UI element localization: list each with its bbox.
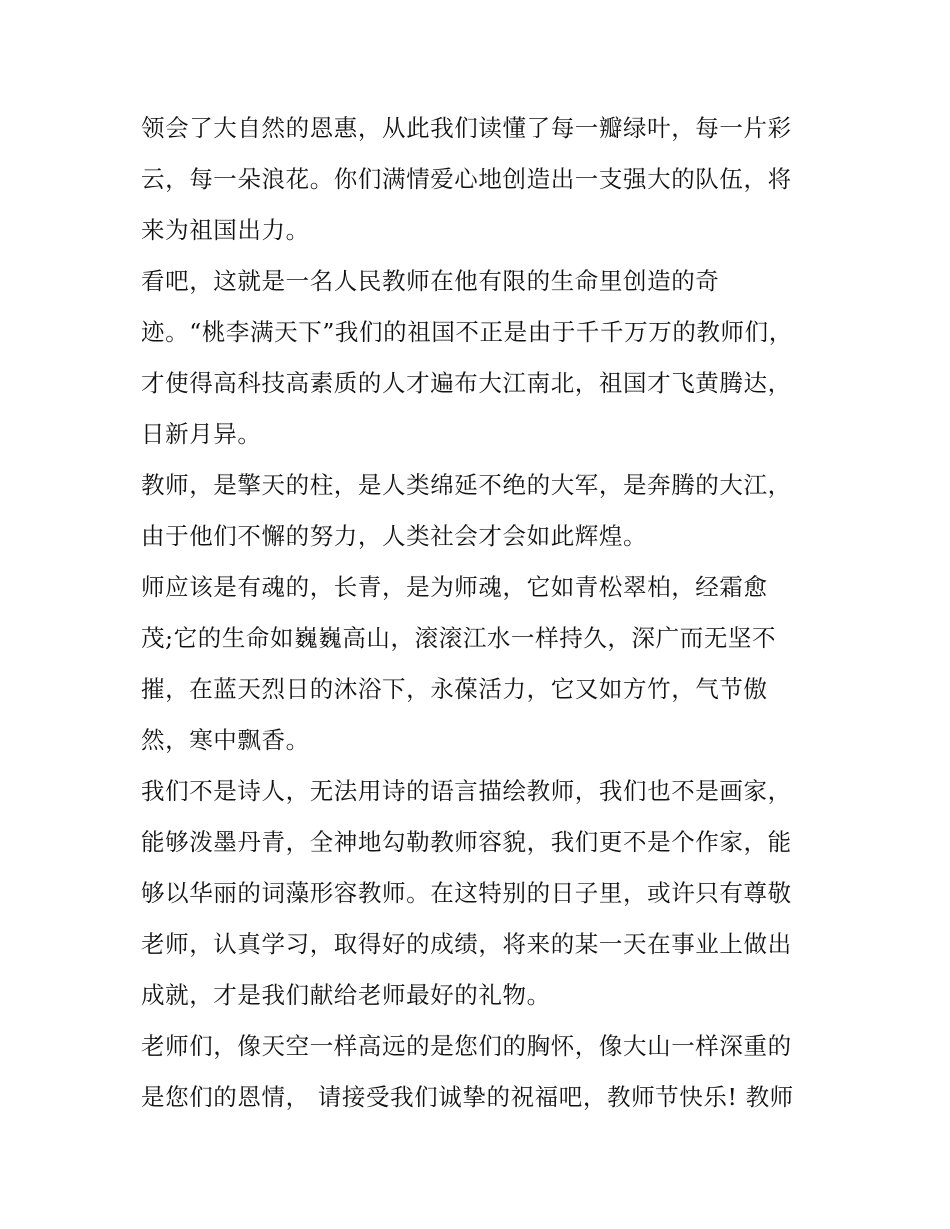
text-line: 领会了大自然的恩惠，从此我们读懂了每一瓣绿叶，每一片彩 [141,114,792,142]
text-line: 摧，在蓝天烈日的沐浴下，永葆活力，它又如方竹，气节傲 [141,675,768,703]
text-line: 云，每一朵浪花。你们满情爱心地创造出一支强大的队伍，将 [141,165,792,193]
text-line: 来为祖国出力。 [141,216,310,244]
text-line: 才使得高科技高素质的人才遍布大江南北，祖国才飞黄腾达， [141,369,792,397]
text-line: 能够泼墨丹青，全神地勾勒教师容貌，我们更不是个作家，能 [141,828,792,856]
text-line: 然，寒中飘香。 [141,726,310,754]
text-line: 日新月异。 [141,420,262,448]
text-line: 我们不是诗人，无法用诗的语言描绘教师，我们也不是画家， [141,777,792,805]
text-line: 看吧，这就是一名人民教师在他有限的生命里创造的奇 [141,267,720,295]
text-line: 教师，是擎天的柱，是人类绵延不绝的大军，是奔腾的大江， [141,471,792,499]
text-line: 师应该是有魂的，长青，是为师魂，它如青松翠柏，经霜愈 [141,573,768,601]
text-line: 是您们的恩情， 请接受我们诚挚的祝福吧，教师节快乐! 教师 [141,1083,794,1111]
text-line: 由于他们不懈的努力，人类社会才会如此辉煌。 [141,522,648,550]
text-line: 够以华丽的词藻形容教师。在这特别的日子里，或许只有尊敬 [141,879,792,907]
text-line: 迹。“桃李满天下”我们的祖国不正是由于千千万万的教师们， [141,318,793,346]
text-line: 老师，认真学习，取得好的成绩，将来的某一天在事业上做出 [141,930,792,958]
text-line: 老师们，像天空一样高远的是您们的胸怀，像大山一样深重的 [141,1032,792,1060]
text-line: 茂;它的生命如巍巍高山，滚滚江水一样持久，深广而无坚不 [141,624,777,652]
text-line: 成就，才是我们献给老师最好的礼物。 [141,981,551,1009]
